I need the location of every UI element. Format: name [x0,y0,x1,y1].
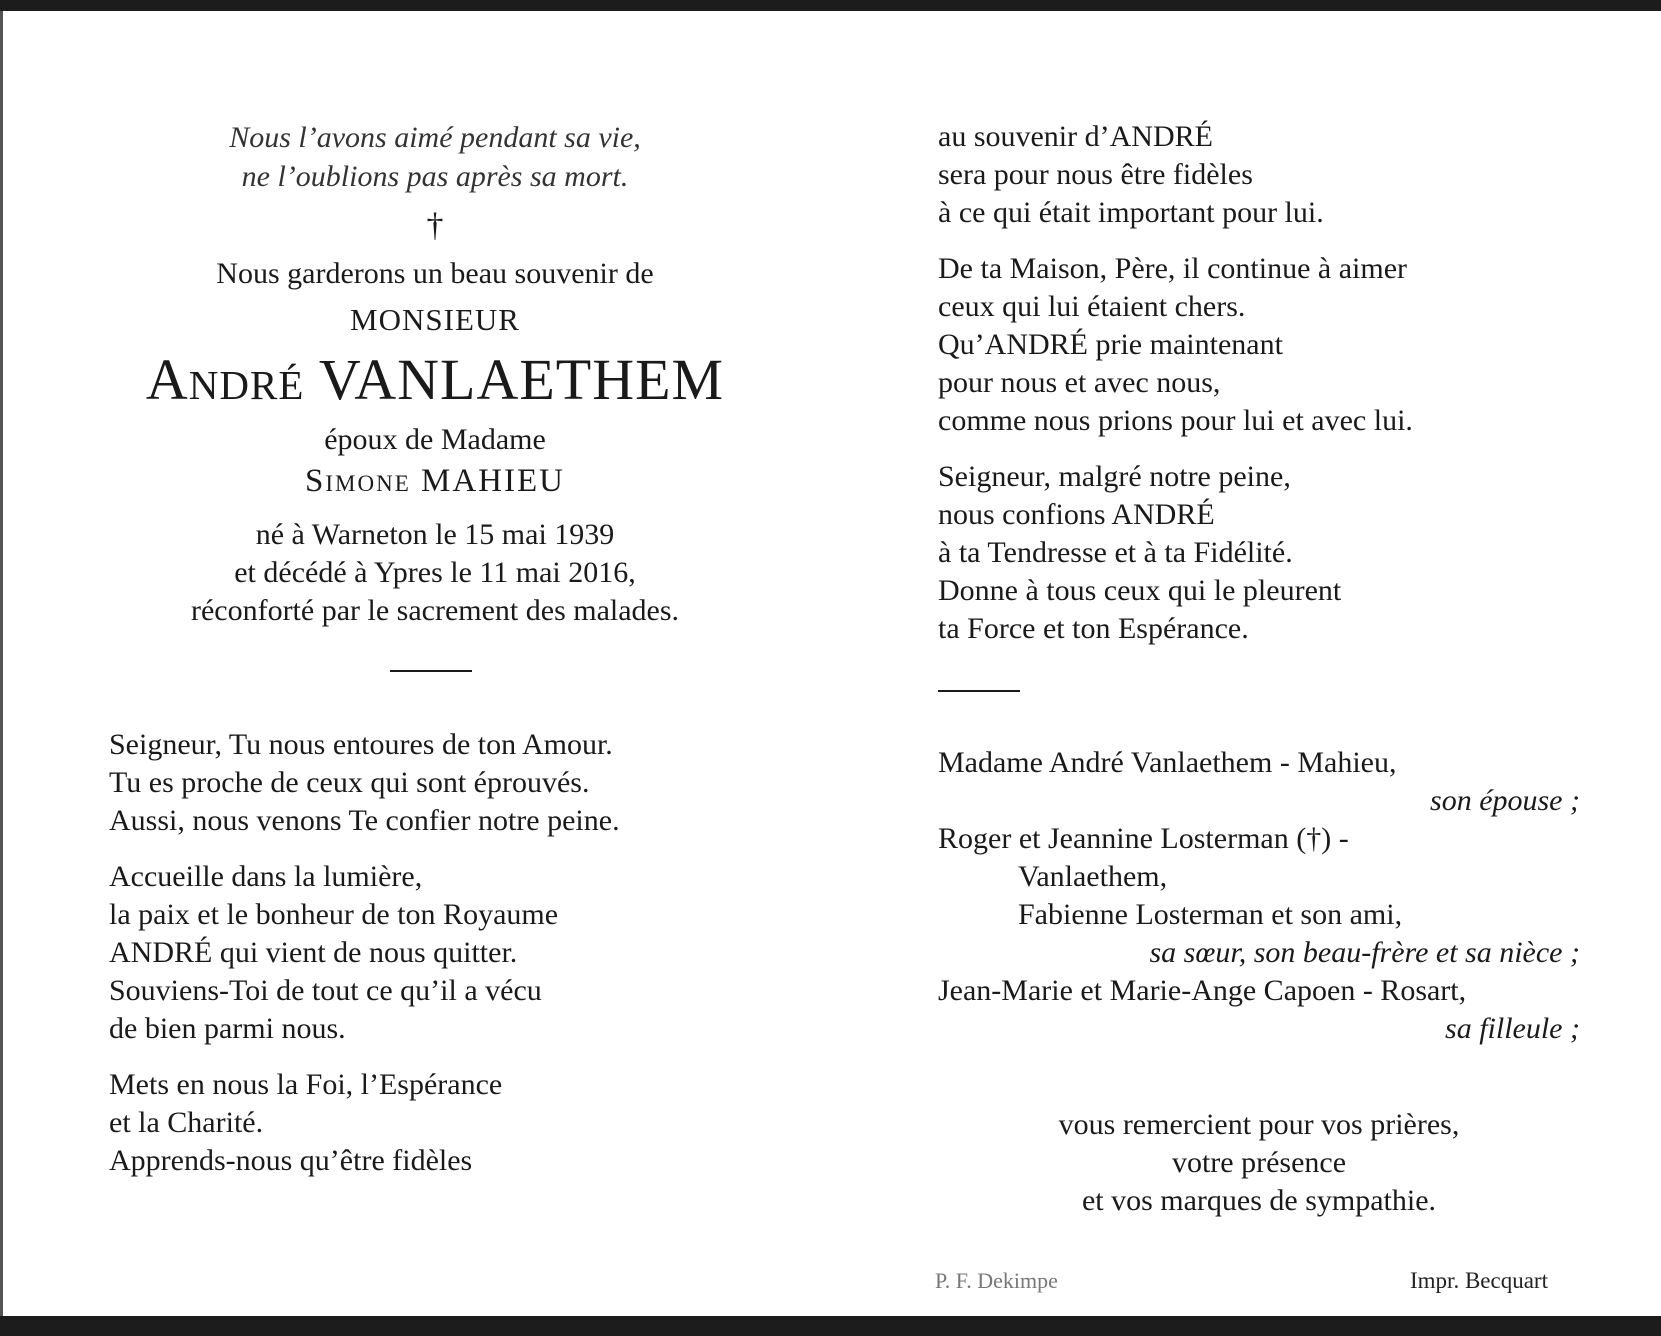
spouse-last-name: MAHIEU [421,463,565,499]
family-member: Fabienne Losterman et son ami, [1018,898,1403,931]
poem-line: au souvenir d’ANDRÉ [938,120,1213,153]
poem-line: De ta Maison, Père, il continue à aimer [938,252,1408,285]
poem-line: Apprends-nous qu’être fidèles [109,1144,473,1177]
family-member: Jean-Marie et Marie-Ange Capoen - Rosart, [938,974,1467,1007]
epigraph-line: Nous l’avons aimé pendant sa vie, [229,121,641,154]
stanza [109,858,785,1048]
poem-line: de bien parmi nous. [109,1012,346,1045]
poem-line: Qu’ANDRÉ prie maintenant [938,328,1283,361]
poem-line: Seigneur, Tu nous entoures de ton Amour. [109,728,613,761]
spouse-intro: époux de Madame [324,423,546,456]
poem-line: Souviens-Toi de tout ce qu’il a vécu [109,974,542,1007]
poem-line: ANDRÉ qui vient de nous quitter. [109,936,518,969]
poem-line: Accueille dans la lumière, [109,860,423,893]
poem-line: Aussi, nous venons Te confier notre peine. [109,804,620,837]
deceased-first-name: André [145,347,305,412]
funeral-director: P. F. Dekimpe [935,1268,1058,1293]
deceased-name [85,344,785,416]
date-line: réconforté par le sacrement des malades. [190,594,680,627]
poem-line: comme nous prions pour lui et avec lui. [938,404,1413,437]
date-line: et décédé à Ypres le 11 mai 2016, [234,556,636,589]
epigraph [85,118,785,196]
cross-icon: † [426,207,444,244]
family-member: Vanlaethem, [1018,860,1168,893]
poem-line: pour nous et avec nous, [938,366,1221,399]
bottom-border [0,1316,1661,1336]
stanza [109,1066,785,1180]
thanks-line: votre présence [1171,1146,1347,1179]
stanza [109,726,785,840]
poem-line: à ta Tendresse et à ta Fidélité. [938,536,1293,569]
spouse-first-name: Simone [305,463,411,499]
epigraph-line: ne l’oublions pas après sa mort. [241,160,629,193]
family-relation: sa filleule ; [1445,1012,1580,1045]
poem-line: ta Force et ton Espérance. [938,612,1249,645]
separator-rule [390,670,472,672]
thanks-line: vous remercient pour vos prières, [1058,1108,1460,1141]
family-member: Roger et Jeannine Losterman (†) - [938,822,1349,855]
poem-line: Tu es proche de ceux qui sont éprouvés. [109,766,590,799]
date-line: né à Warneton le 15 mai 1939 [255,518,615,551]
deceased-last-name: VANLAETHEM [318,347,725,412]
poem-line: et la Charité. [109,1106,264,1139]
poem-line: nous confions ANDRÉ [938,498,1215,531]
poem-line: ceux qui lui étaient chers. [938,290,1246,323]
family-member: Madame André Vanlaethem - Mahieu, [938,746,1397,779]
poem-line: Seigneur, malgré notre peine, [938,460,1291,493]
separator-rule [938,690,1020,692]
poem-line: la paix et le bonheur de ton Royaume [109,898,559,931]
intro-text: Nous garderons un beau souvenir de [216,257,654,290]
prayer-left [85,726,785,1180]
family-relation: sa sœur, son beau-frère et sa nièce ; [1149,936,1580,969]
poem-line: à ce qui était important pour lui. [938,196,1324,229]
printer-credit: Impr. Becquart [1410,1268,1548,1293]
poem-line: sera pour nous être fidèles [938,158,1253,191]
left-column [85,118,785,1198]
spouse-name [85,460,785,502]
thanks-message [938,1106,1580,1220]
top-border [0,0,1661,11]
stanza [938,118,1578,232]
family-list [938,744,1580,1048]
stanza [938,250,1578,440]
life-dates [85,516,785,630]
right-column [938,118,1578,1220]
family-relation: son épouse ; [1430,784,1580,817]
left-edge [0,11,3,1316]
poem-line: Donne à tous ceux qui le pleurent [938,574,1342,607]
thanks-line: et vos marques de sympathie. [1081,1184,1437,1217]
poem-line: Mets en nous la Foi, l’Espérance [109,1068,503,1101]
honorific: MONSIEUR [350,302,520,337]
stanza [938,458,1578,648]
